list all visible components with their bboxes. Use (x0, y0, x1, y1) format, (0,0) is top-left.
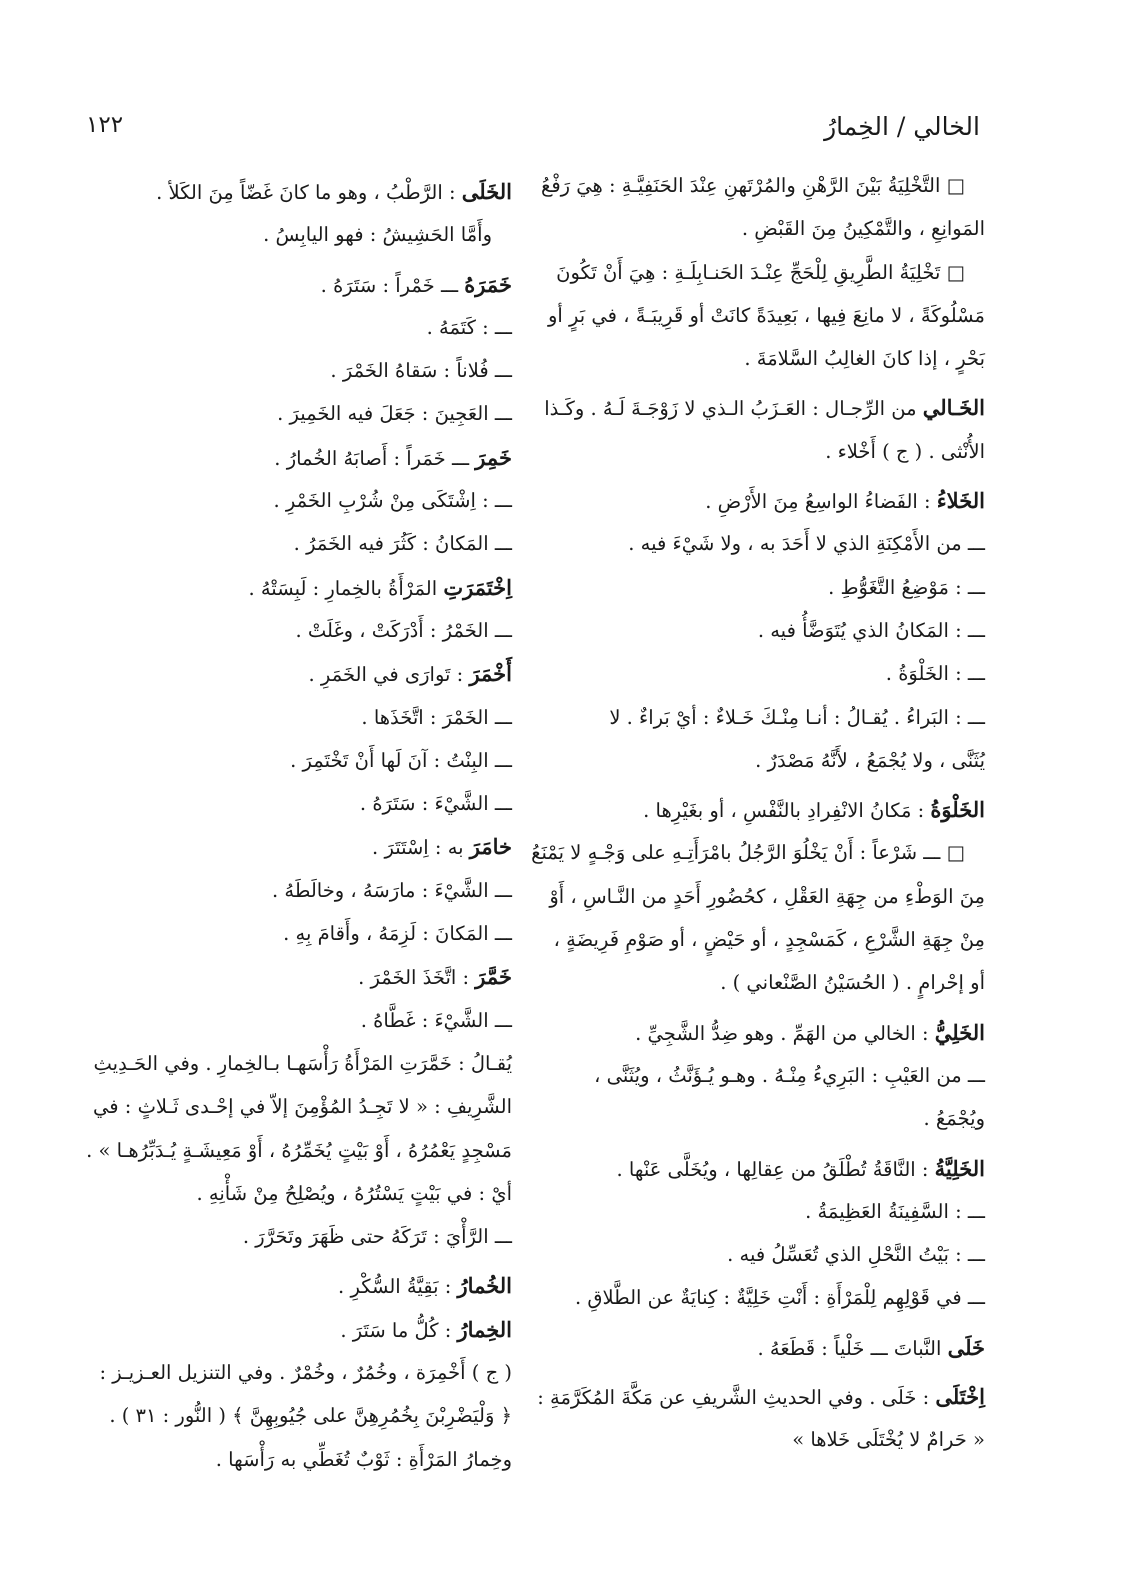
dictionary-line (545, 788, 985, 831)
dictionary-line (42, 349, 512, 392)
dictionary-line (42, 696, 512, 739)
entry-text: ويُجْمَعُ . (923, 1107, 985, 1131)
entry-headword: الخَلاءُ (936, 488, 985, 514)
page-number: ١٢٢ (86, 112, 124, 138)
entry-text: مَسْجِدٍ يَعْمُرُهُ ، أَوْ بَيْتٍ يُخَمِّرُهُ ، أَوْ مَعِيشَـةٍ يُـدَبِّرُهـا » . (86, 1138, 512, 1162)
entry-text: : مَكانُ الانْفِرادِ بالنَّفْسِ ، أو بغَيْرِها . (643, 799, 931, 823)
dictionary-line (42, 263, 512, 306)
dictionary-line (42, 436, 512, 479)
dictionary-line (42, 739, 512, 782)
dictionary-line (545, 696, 985, 739)
entry-text: ـــ فُلاناً : سَقاهُ الخَمْرَ . (330, 359, 512, 383)
dictionary-line (42, 955, 512, 998)
entry-text: يُثَنَّى ، ولا يُجْمَعُ ، لأَنَّهُ مَصْدَرٌ . (755, 748, 985, 772)
entry-text: : الخالي من الهَمِّ . وهو ضِدُّ الشَّجِيِّ . (635, 1021, 935, 1045)
dictionary-line (42, 782, 512, 825)
dictionary-line (42, 1351, 512, 1394)
dictionary-line (545, 652, 985, 695)
entry-text: : الرَّطْبُ ، وهو ما كانَ غَضّاً مِنَ الكَلأ . (156, 181, 462, 204)
dictionary-line (545, 294, 985, 337)
entry-text: ـــ الخَمْرُ : أَدْرَكَتْ ، وغَلَتْ . (295, 618, 512, 642)
entry-text: : بَقِيَّةُ السُّكْرِ . (338, 1275, 458, 1299)
entry-headword: خَلَى (947, 1334, 985, 1360)
dictionary-line (42, 652, 512, 695)
entry-text: ـــ من العَيْبِ : البَرِيءُ مِنْـهُ . وهـو يُـؤَنَّثُ ، ويُثَنَّى ، (594, 1063, 985, 1087)
entry-text: بَحْرٍ ، إذا كانَ الغالِبُ السَّلامَةَ . (744, 347, 985, 371)
dictionary-line (42, 306, 512, 349)
entry-headword: خامَرَ (469, 834, 512, 860)
entry-headword: خَمَّرَ (475, 964, 512, 990)
dictionary-line (42, 213, 512, 256)
dictionary-line (42, 392, 512, 435)
left-column (42, 164, 512, 1481)
entry-text: يُقـالُ : خَمَّرَتِ المَرْأَةُ رَأْسَهـا بـالخِمارِ . وفي الحَـدِيثِ (93, 1051, 512, 1075)
entry-text: مِنَ الوَطْءِ من جِهَةِ العَقْلِ ، كحُضُورِ أَحَدٍ من النَّـاسِ ، أَوْ (549, 884, 985, 908)
entry-text: ( ج ) أَخْمِرَة ، وخُمُرٌ ، وخُمْرٌ . وفي التنزيل العـزيـز : (99, 1361, 512, 1385)
dictionary-line (42, 1085, 512, 1128)
dictionary-line (545, 522, 985, 565)
dictionary-line (42, 1264, 512, 1307)
entry-text: ـــ خَمْراً : سَتَرَهُ . (320, 273, 465, 297)
entry-text: النَّباتَ ـــ خَلْياً : قَطَعَهُ . (757, 1336, 948, 1360)
entry-text: ـــ العَجِينَ : جَعَلَ فيه الخَمِيرَ . (277, 402, 512, 426)
entry-text: ـــ الرَّأْيَ : تَرَكَهُ حتى ظَهَرَ وتَحَرَّرَ . (242, 1225, 512, 1249)
entry-text: المَرْأَةُ بالخِمارِ : لَبِسَتْهُ . (248, 576, 444, 600)
entry-text: ـــ الشَّيْءَ : غَطَّاهُ . (360, 1008, 512, 1032)
dictionary-line (545, 207, 985, 250)
entry-text: ـــ : بَيْتُ النَّحْلِ الذي تُعَسِّلُ فيه . (727, 1243, 985, 1267)
entry-text: □ تَخْلِيَةُ الطَّرِيقِ لِلْحَجِّ عِنْـدَ الحَنـابِلَـةِ : هِيَ أَنْ تَكُونَ (556, 260, 965, 284)
entry-text: « حَرامٌ لا يُخْتَلَى خَلاها » (792, 1428, 985, 1452)
entry-text: ـــ : اِشْتَكَى مِنْ شُرْبِ الخَمْرِ . (273, 489, 512, 513)
dictionary-line (545, 386, 985, 429)
entry-text: ـــ الشَّيْءَ : مارَسَهُ ، وخالَطَهُ . (272, 878, 512, 902)
entry-text: الأُنْثى . ( ج ) أَخْلاء . (825, 439, 985, 463)
dictionary-line (42, 1172, 512, 1215)
entry-headword: الخَلِيُّ (934, 1019, 985, 1045)
dictionary-line (545, 566, 985, 609)
dictionary-line (42, 999, 512, 1042)
dictionary-line (545, 479, 985, 522)
entry-headword: خَمَرَهُ (464, 271, 512, 297)
dictionary-line (545, 609, 985, 652)
running-head: الخالي / الخِمارُ (824, 112, 980, 141)
dictionary-line (540, 164, 985, 207)
entry-headword: الخَلَى (461, 179, 512, 204)
entry-headword: أَخْمَرَ (469, 661, 512, 687)
dictionary-line (42, 912, 512, 955)
entry-text: أو إحْرامٍ . ( الحُسَيْنُ الصَّنْعاني ) . (720, 971, 985, 995)
dictionary-line (545, 251, 985, 294)
dictionary-line (545, 1011, 985, 1054)
entry-headword: الخَلِيَّةُ (934, 1155, 985, 1181)
entry-text: وخِمارُ المَرْأَةِ : ثَوْبٌ تُغَطِّي به رَأْسَها . (215, 1447, 512, 1471)
dictionary-line (545, 918, 985, 961)
dictionary-line (545, 875, 985, 918)
dictionary-line (42, 1215, 512, 1258)
entry-text: ـــ : السَّفِينَةُ العَظِيمَةُ . (805, 1199, 985, 1223)
entry-text: : خَلَى . وفي الحديثِ الشَّريفِ عن مَكَّةَ المُكَرَّمَةِ : (537, 1386, 936, 1410)
entry-text: ـــ المَكانُ : كَثُرَ فيه الخَمَرُ . (293, 532, 512, 556)
dictionary-line (42, 1129, 512, 1172)
entry-text: ـــ الخَمْرَ : اتَّخَذَها . (361, 705, 512, 729)
dictionary-line (545, 739, 985, 782)
entry-text: ـــ : البَراءُ . يُقـالُ : أنـا مِنْـكَ خَـلاءٌ : أيْ بَراءٌ . لا (609, 705, 985, 729)
dictionary-line (545, 1054, 985, 1097)
entry-headword: الخَلْوَةُ (930, 797, 985, 823)
dictionary-line (545, 1326, 985, 1369)
dictionary-line (42, 566, 512, 609)
dictionary-line (42, 1394, 512, 1437)
entry-text: ـــ : كَتَمَهُ . (426, 315, 512, 339)
entry-text: ـــ الشَّيْءَ : سَتَرَهُ . (359, 792, 512, 816)
entry-headword: الخَـالي (922, 395, 985, 421)
entry-text: ـــ البِنْتُ : آنَ لَها أَنْ تَخْتَمِرَ . (290, 748, 512, 772)
entry-text: □ التَّخْلِيَةُ بَيْنَ الرَّهْنِ والمُرْتَهنِ عِنْدَ الحَنَفِيَّـةِ : هِيَ رَفْعُ (540, 174, 965, 197)
entry-text: الشَّرِيفِ : « لا تَجِـدُ المُؤْمِنَ إلاّ في إحْـدى ثَـلاثٍ : في (93, 1095, 512, 1119)
entry-text: من الرِّجـال : العَـزَبُ الـذي لا زَوْجَـةَ لَـهُ . وكَـذا (544, 397, 923, 421)
entry-text: ﴿ وَلْيَضْرِبْنَ بِخُمُرِهِنَّ على جُيُوبِهِنَّ ﴾ ( النُّور : ٣١ ) . (109, 1404, 512, 1428)
dictionary-line (42, 522, 512, 565)
right-column (531, 164, 985, 1462)
entry-text: ـــ من الأَمْكِنَةِ الذي لا أَحَدَ به ، ولا شَيْءَ فيه . (628, 532, 985, 556)
entry-text: □ ـــ شَرْعاً : أَنْ يَخْلُوَ الرَّجُلُ بامْرَأَتِـهِ على وَجْـهٍ لا يَمْنَعُ (531, 841, 965, 865)
entry-headword: اِخْتَلَى (935, 1384, 985, 1410)
entry-text: ـــ خَمَراً : أَصابَهُ الخُمارُ . (274, 446, 476, 470)
dictionary-line (42, 825, 512, 868)
entry-text: مَسْلُوكَةً ، لا مانِعَ فِيها ، بَعِيدَةً كانَتْ أو قَرِيبَـةً ، في بَرٍ أو (548, 303, 985, 327)
entry-text: مِنْ جِهَةِ الشَّرْعِ ، كَمَسْجِدٍ ، أو حَيْضٍ ، أو صَوْمِ فَرِيضَةٍ ، (553, 928, 985, 952)
entry-text: ـــ : مَوْضِعُ التَّغَوُّطِ . (828, 575, 985, 599)
dictionary-line (545, 1418, 985, 1461)
dictionary-line (545, 337, 985, 380)
dictionary-line (42, 1042, 512, 1085)
dictionary-line (42, 1308, 512, 1351)
dictionary-line (545, 1147, 985, 1190)
entry-headword: اِخْتَمَرَتِ (443, 574, 512, 600)
entry-text: ـــ : الخَلْوَةُ . (885, 662, 985, 686)
dictionary-line (537, 1375, 985, 1418)
dictionary-line (545, 961, 985, 1004)
dictionary-line (42, 479, 512, 522)
entry-text: المَوانِعِ ، والتَّمْكِينُ مِنَ القَبْضِ . (741, 217, 985, 241)
entry-text: : النَّاقَةُ تُطْلَقُ من عِقالِها ، ويُخَلَّى عَنْها . (616, 1157, 935, 1181)
dictionary-line (545, 1276, 985, 1319)
dictionary-line (545, 1097, 985, 1140)
entry-text: : كُلُّ ما سَتَرَ . (340, 1318, 458, 1342)
entry-text: به : اِسْتَتَرَ . (372, 836, 470, 860)
dictionary-line (42, 869, 512, 912)
dictionary-line (545, 1190, 985, 1233)
entry-headword: الخُمارُ (457, 1273, 512, 1299)
entry-text: : اتَّخَذَ الخَمْرَ . (358, 966, 476, 990)
entry-text: : تَوارَى في الخَمَرِ . (308, 663, 470, 687)
entry-text: وأَمَّا الحَشِيشُ : فهو اليابِسُ . (263, 223, 492, 247)
dictionary-line (545, 430, 985, 473)
entry-text: : الفَضاءُ الواسِعُ مِنَ الأَرْضِ . (705, 490, 937, 514)
dictionary-line (42, 609, 512, 652)
entry-headword: الخِمارُ (457, 1316, 512, 1342)
entry-text: ـــ : المَكانُ الذي يُتَوَضَّأُ فيه . (757, 618, 985, 642)
entry-text: ـــ في قَوْلِهِم لِلْمَرْأَةِ : أَنْتِ خَلِيَّةٌ : كِنايَةٌ عن الطَّلاقِ . (574, 1286, 985, 1310)
dictionary-line (42, 170, 512, 213)
entry-headword: خَمِرَ (475, 444, 512, 470)
dictionary-line (531, 831, 985, 874)
dictionary-line (545, 1233, 985, 1276)
entry-text: ـــ المَكانَ : لَزِمَهُ ، وأَقامَ بِهِ . (283, 922, 512, 946)
entry-text: أيْ : في بَيْتٍ يَسْتُرُهُ ، ويُصْلِحُ مِنْ شَأْنِهِ . (196, 1181, 512, 1205)
dictionary-line (42, 1438, 512, 1481)
